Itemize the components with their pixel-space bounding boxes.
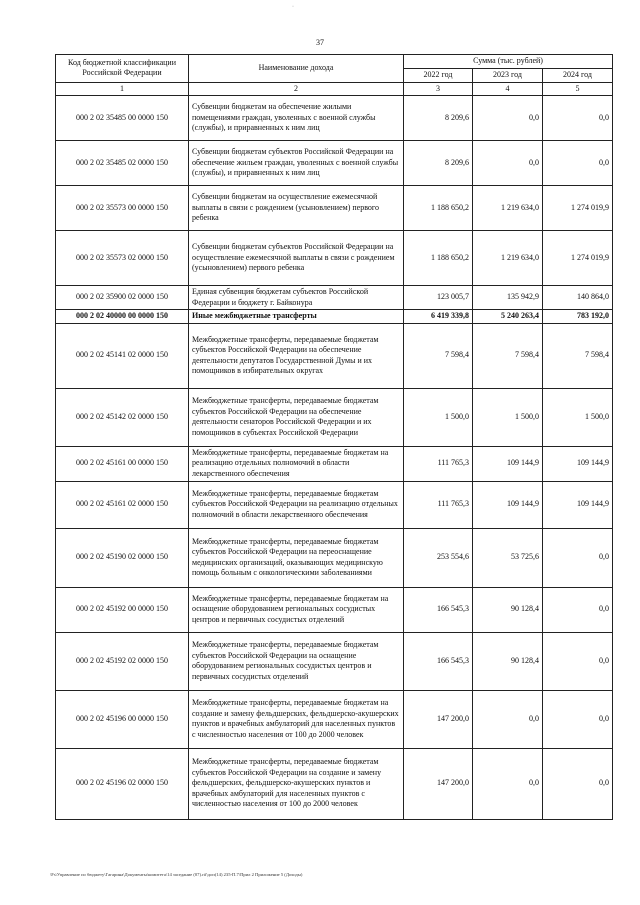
row-code: 000 2 02 35485 00 0000 150 [56, 96, 189, 141]
row-name: Субвенции бюджетам субъектов Российской Федерации на осуществление ежемесячной выплаты в связи с рождением (усыновлением) первого ребенка [189, 231, 404, 286]
row-value-2023: 135 942,9 [473, 286, 543, 310]
row-value-2024: 140 864,0 [543, 286, 613, 310]
row-code: 000 2 02 45142 02 0000 150 [56, 388, 189, 446]
row-value-2022: 111 765,3 [404, 446, 473, 481]
row-value-2023: 1 219 634,0 [473, 186, 543, 231]
row-name: Межбюджетные трансферты, передаваемые бюджетам субъектов Российской Федерации на переоснащение медицинских организаций, оказывающих медицинскую помощь больным с онкологическими заболеваниями [189, 528, 404, 587]
table-row [56, 388, 613, 446]
row-value-2023: 90 128,4 [473, 632, 543, 690]
page-number: 37 [316, 38, 324, 47]
row-value-2023: 109 144,9 [473, 481, 543, 528]
row-code: 000 2 02 45192 02 0000 150 [56, 632, 189, 690]
row-code: 000 2 02 35485 02 0000 150 [56, 141, 189, 186]
row-value-2022: 1 188 650,2 [404, 231, 473, 286]
row-value-2023: 1 500,0 [473, 388, 543, 446]
row-value-2024: 109 144,9 [543, 446, 613, 481]
row-value-2024: 7 598,4 [543, 323, 613, 388]
row-value-2022: 123 005,7 [404, 286, 473, 310]
row-name: Субвенции бюджетам субъектов Российской Федерации на обеспечение жильем граждан, уволенных с военной службы (службы), и приравненных к ним лиц [189, 141, 404, 186]
row-name: Межбюджетные трансферты, передаваемые бюджетам на оснащение оборудованием региональных сосудистых центров и первичных сосудистых отделений [189, 587, 404, 632]
row-code: 000 2 02 35573 02 0000 150 [56, 231, 189, 286]
row-value-2024: 0,0 [543, 690, 613, 748]
table-body [56, 96, 613, 820]
table-row [56, 141, 613, 186]
file-path-footer: \Fs\Управление по бюджету\Гагарина\Документы\комитета\14 заседание (07).rtf\доп(14) 235-П.7\Прил 2 Приложение 5 (Доходы) [50, 872, 303, 877]
row-code: 000 2 02 40000 00 0000 150 [56, 310, 189, 324]
table-row [56, 748, 613, 819]
table-row [56, 96, 613, 141]
row-value-2022: 8 209,6 [404, 141, 473, 186]
col-number-5: 5 [543, 82, 613, 96]
row-value-2024: 0,0 [543, 748, 613, 819]
row-name: Межбюджетные трансферты, передаваемые бюджетам на реализацию отдельных полномочий в области лекарственного обеспечения [189, 446, 404, 481]
header-year-2022: 2022 год [404, 68, 473, 82]
row-value-2023: 5 240 263,4 [473, 310, 543, 324]
row-value-2023: 0,0 [473, 141, 543, 186]
row-value-2024: 0,0 [543, 587, 613, 632]
row-value-2024: 0,0 [543, 528, 613, 587]
col-number-1: 1 [56, 82, 189, 96]
header-code: Код бюджетной классификации Российской Федерации [56, 55, 189, 83]
row-code: 000 2 02 45196 00 0000 150 [56, 690, 189, 748]
row-value-2024: 1 500,0 [543, 388, 613, 446]
row-value-2023: 90 128,4 [473, 587, 543, 632]
row-name: Субвенции бюджетам на обеспечение жилыми помещениями граждан, уволенных с военной службы (службы), и приравненных к ним лиц [189, 96, 404, 141]
row-value-2024: 1 274 019,9 [543, 186, 613, 231]
row-name: Субвенции бюджетам на осуществление ежемесячной выплаты в связи с рождением (усыновлением) первого ребенка [189, 186, 404, 231]
row-name: Межбюджетные трансферты, передаваемые бюджетам на создание и замену фельдшерских, фельдшерско-акушерских пунктов и врачебных амбулаторий для населенных пунктов с численностью населения от 100 до 2000 человек [189, 690, 404, 748]
row-value-2022: 166 545,3 [404, 587, 473, 632]
row-value-2024: 1 274 019,9 [543, 231, 613, 286]
row-code: 000 2 02 45141 02 0000 150 [56, 323, 189, 388]
header-name: Наименование дохода [189, 55, 404, 83]
table-row [56, 286, 613, 310]
table-row [56, 231, 613, 286]
header-sum: Сумма (тыс. рублей) [404, 55, 613, 69]
row-name: Межбюджетные трансферты, передаваемые бюджетам субъектов Российской Федерации на обеспечение деятельности депутатов Государственной Думы и их помощников в избирательных округах [189, 323, 404, 388]
row-value-2022: 8 209,6 [404, 96, 473, 141]
row-value-2022: 166 545,3 [404, 632, 473, 690]
row-value-2022: 1 500,0 [404, 388, 473, 446]
col-number-2: 2 [189, 82, 404, 96]
row-value-2023: 53 725,6 [473, 528, 543, 587]
row-value-2023: 109 144,9 [473, 446, 543, 481]
row-code: 000 2 02 35900 02 0000 150 [56, 286, 189, 310]
header-year-2024: 2024 год [543, 68, 613, 82]
row-value-2022: 1 188 650,2 [404, 186, 473, 231]
table-row [56, 186, 613, 231]
row-name: Межбюджетные трансферты, передаваемые бюджетам субъектов Российской Федерации на реализацию отдельных полномочий в области лекарственного обеспечения [189, 481, 404, 528]
row-code: 000 2 02 45192 00 0000 150 [56, 587, 189, 632]
row-value-2024: 783 192,0 [543, 310, 613, 324]
row-value-2023: 7 598,4 [473, 323, 543, 388]
row-name: Межбюджетные трансферты, передаваемые бюджетам субъектов Российской Федерации на оснащение оборудованием региональных сосудистых центров и первичных сосудистых отделений [189, 632, 404, 690]
row-value-2023: 0,0 [473, 690, 543, 748]
table-row [56, 310, 613, 324]
row-value-2023: 0,0 [473, 96, 543, 141]
row-code: 000 2 02 45161 02 0000 150 [56, 481, 189, 528]
row-value-2022: 111 765,3 [404, 481, 473, 528]
revenue-table [55, 54, 613, 820]
table-row [56, 446, 613, 481]
row-value-2024: 0,0 [543, 632, 613, 690]
row-value-2022: 6 419 339,8 [404, 310, 473, 324]
row-code: 000 2 02 45161 00 0000 150 [56, 446, 189, 481]
header-year-2023: 2023 год [473, 68, 543, 82]
row-value-2024: 0,0 [543, 96, 613, 141]
row-value-2022: 253 554,6 [404, 528, 473, 587]
table-row [56, 632, 613, 690]
table-row [56, 690, 613, 748]
row-value-2022: 7 598,4 [404, 323, 473, 388]
row-code: 000 2 02 45196 02 0000 150 [56, 748, 189, 819]
row-code: 000 2 02 35573 00 0000 150 [56, 186, 189, 231]
scan-speck: · [292, 4, 294, 10]
table-row [56, 481, 613, 528]
col-number-3: 3 [404, 82, 473, 96]
row-value-2023: 1 219 634,0 [473, 231, 543, 286]
row-value-2022: 147 200,0 [404, 690, 473, 748]
row-name: Единая субвенция бюджетам субъектов Российской Федерации и бюджету г. Байконура [189, 286, 404, 310]
row-name: Межбюджетные трансферты, передаваемые бюджетам субъектов Российской Федерации на обеспечение деятельности сенаторов Российской Федерации и их помощников в субъектах Российской Федерации [189, 388, 404, 446]
row-value-2022: 147 200,0 [404, 748, 473, 819]
row-value-2023: 0,0 [473, 748, 543, 819]
col-number-4: 4 [473, 82, 543, 96]
table-row [56, 528, 613, 587]
table-row [56, 587, 613, 632]
row-code: 000 2 02 45190 02 0000 150 [56, 528, 189, 587]
row-name: Межбюджетные трансферты, передаваемые бюджетам субъектов Российской Федерации на создание и замену фельдшерских, фельдшерско-акушерских пунктов и врачебных амбулаторий для населенных пунктов с численностью населения от 100 до 2000 человек [189, 748, 404, 819]
table-row [56, 323, 613, 388]
row-value-2024: 0,0 [543, 141, 613, 186]
row-value-2024: 109 144,9 [543, 481, 613, 528]
row-name: Иные межбюджетные трансферты [189, 310, 404, 324]
